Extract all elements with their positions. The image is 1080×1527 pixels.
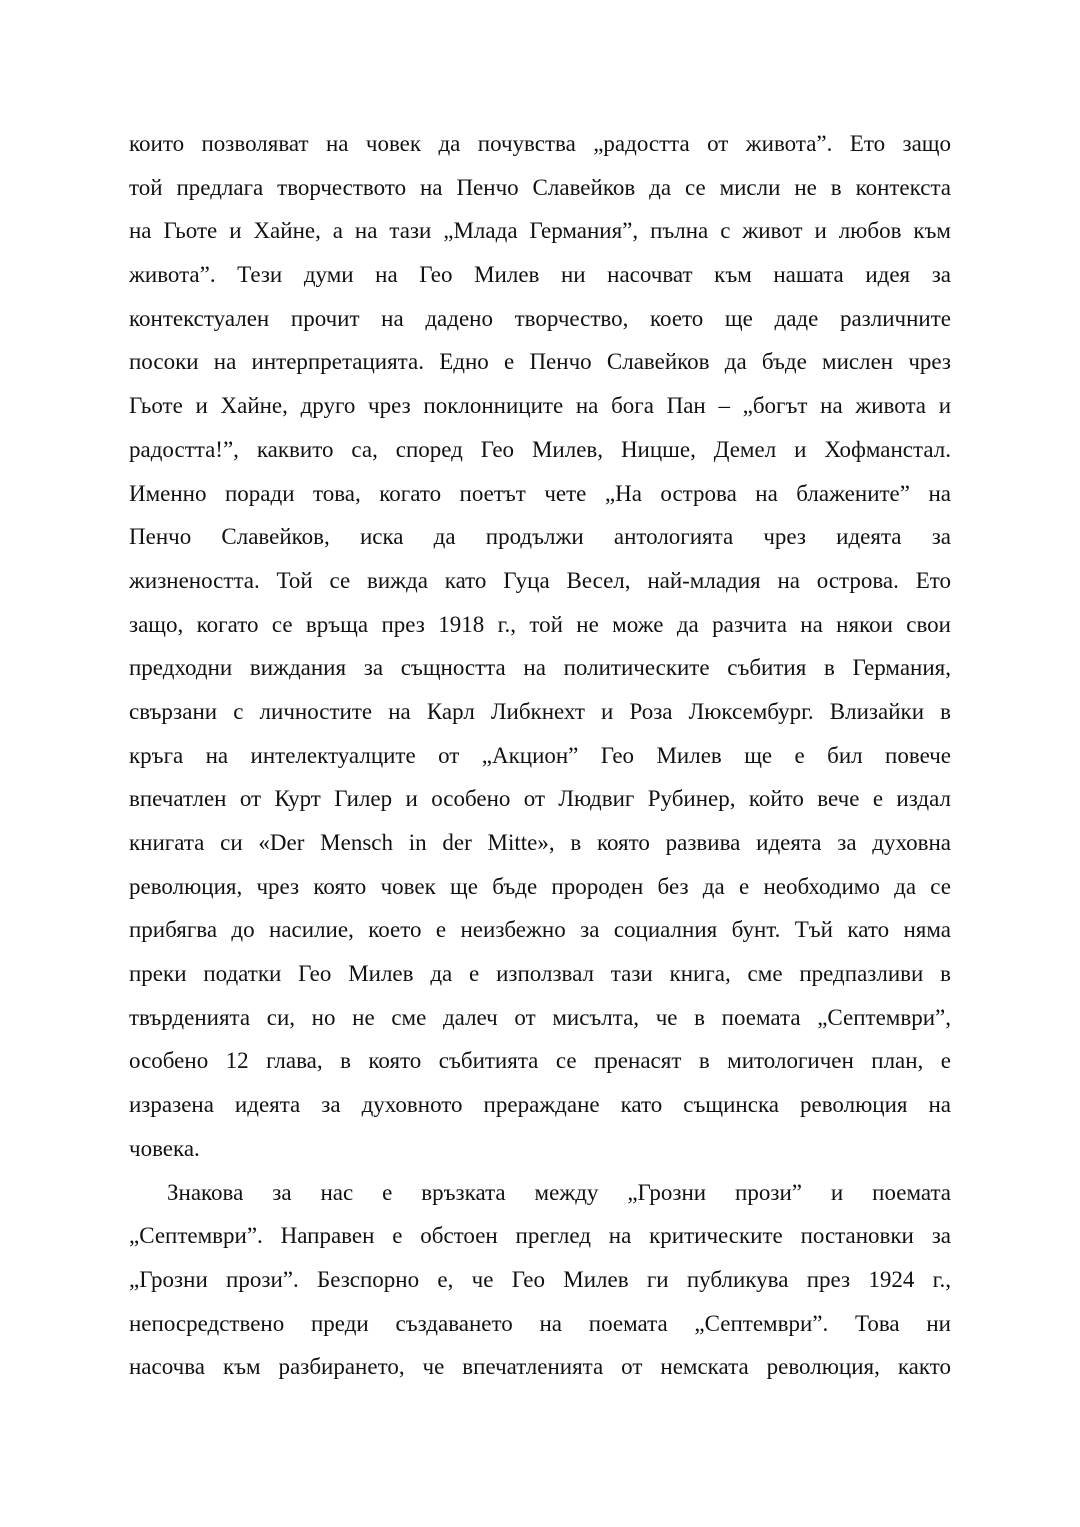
text-line: насочва към разбирането, че впечатленията от немската революция, както <box>129 1354 951 1380</box>
text-line: посоки на интерпретацията. Едно е Пенчо Славейков да бъде мислен чрез <box>129 349 951 375</box>
paragraph-2 <box>129 1171 951 1389</box>
text-line: радостта!”, каквито са, според Гео Милев, Ницше, Демел и Хофманстал. <box>129 436 951 462</box>
text-line: революция, чрез която човек ще бъде пророден без да е необходимо да се <box>129 873 951 899</box>
text-line: контекстуален прочит на дадено творчество, което ще даде различните <box>129 305 951 331</box>
text-line: защо, когато се връща през 1918 г., той не може да разчита на някои свои <box>129 611 951 637</box>
text-line: „Септември”. Направен е обстоен преглед на критическите постановки за <box>129 1223 951 1249</box>
text-line: преки податки Гео Милев да е използвал тази книга, сме предпазливи в <box>129 961 951 987</box>
text-line: Пенчо Славейков, иска да продължи антологията чрез идеята за <box>129 524 951 550</box>
text-line: твърденията си, но не сме далеч от мисълта, че в поемата „Септември”, <box>129 1004 951 1030</box>
text-line: той предлага творчеството на Пенчо Славейков да се мисли не в контекста <box>129 174 951 200</box>
text-line: „Грозни прози”. Безспорно е, че Гео Милев ги публикува през 1924 г., <box>129 1266 951 1292</box>
text-line: прибягва до насилие, което е неизбежно за социалния бунт. Тъй като няма <box>129 917 951 943</box>
text-line: предходни виждания за същността на политическите събития в Германия, <box>129 655 951 681</box>
text-line: на Гьоте и Хайне, а на тази „Млада Германия”, пълна с живот и любов към <box>129 218 951 244</box>
text-line: живота”. Тези думи на Гео Милев ни насочват към нашата идея за <box>129 262 951 288</box>
text-line: Знакова за нас е връзката между „Грозни прози” и поемата <box>167 1179 951 1205</box>
text-line: впечатлен от Курт Гилер и особено от Людвиг Рубинер, който вече е издал <box>129 786 951 812</box>
text-line: жизнеността. Той се вижда като Гуца Весел, най-младия на острова. Ето <box>129 567 951 593</box>
text-line: непосредствено преди създаването на поемата „Септември”. Това ни <box>129 1310 951 1336</box>
text-line: които позволяват на човек да почувства „радостта от живота”. Ето защо <box>129 131 951 156</box>
text-line: книгата си «Der Mensch in der Mitte», в която развива идеята за духовна <box>129 830 951 855</box>
text-line: човека. <box>129 1135 200 1161</box>
document-page <box>129 122 951 1389</box>
text-line: особено 12 глава, в която събитията се пренасят в митологичен план, е <box>129 1048 951 1074</box>
text-line: кръга на интелектуалците от „Акцион” Гео Милев ще е бил повече <box>129 742 951 768</box>
text-line: Именно поради това, когато поетът чете „На острова на блажените” на <box>129 480 951 506</box>
text-line: свързани с личностите на Карл Либкнехт и Роза Люксембург. Влизайки в <box>129 698 951 724</box>
text-line: Гьоте и Хайне, друго чрез поклонниците на бога Пан – „богът на живота и <box>129 393 951 419</box>
paragraph-1 <box>129 122 951 1171</box>
text-line: изразена идеята за духовното прераждане като същинска революция на <box>129 1092 951 1118</box>
